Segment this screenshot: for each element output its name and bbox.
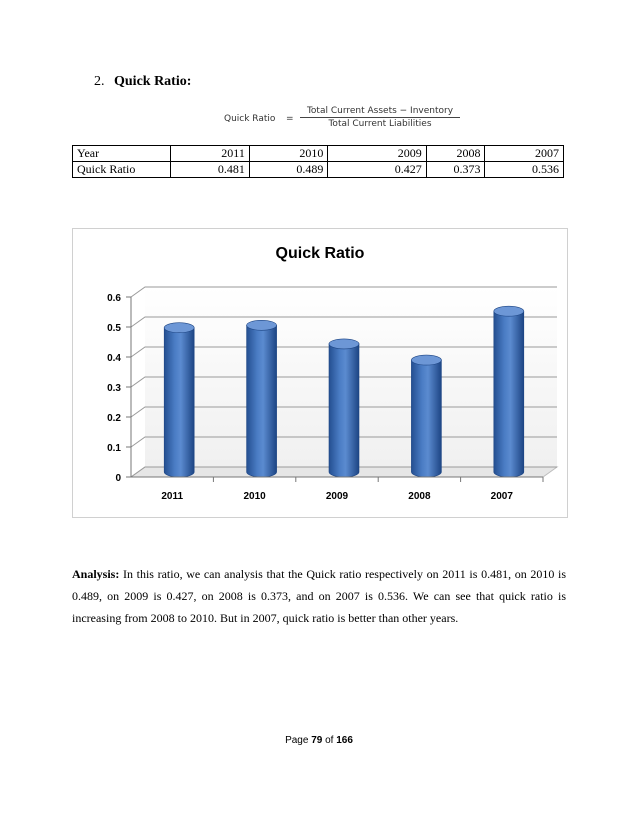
analysis-paragraph <box>72 563 566 629</box>
formula-lhs: Quick Ratio <box>224 114 276 124</box>
table-header-cell: 2011 <box>171 146 250 162</box>
section-title: Quick Ratio: <box>114 74 192 89</box>
table-cell: 0.481 <box>171 162 250 178</box>
x-tick-label: 2008 <box>408 491 431 502</box>
bar-cap <box>247 320 277 330</box>
quick-ratio-chart <box>72 228 568 518</box>
x-tick-label: 2009 <box>325 491 349 502</box>
formula-numerator: Total Current Assets − Inventory <box>300 106 460 118</box>
quick-ratio-formula <box>224 106 464 134</box>
table-cell: 0.536 <box>485 162 564 178</box>
table-header-cell: 2008 <box>426 146 485 162</box>
bar-2007 <box>494 306 524 477</box>
bar-body <box>164 328 194 477</box>
bar-2008 <box>411 355 441 477</box>
bar-body <box>329 344 359 477</box>
table-row <box>73 162 564 178</box>
analysis-lead: Analysis: <box>72 567 120 581</box>
table-cell: 0.489 <box>249 162 328 178</box>
chart-y-ticks <box>107 293 131 484</box>
y-tick-label: 0.6 <box>107 293 121 304</box>
bar-2010 <box>247 320 277 477</box>
bar-body <box>494 311 524 477</box>
footer-page-number: 79 <box>311 735 323 746</box>
x-tick-label: 2011 <box>161 491 184 502</box>
bar-body <box>247 325 277 477</box>
analysis-text: In this ratio, we can analysis that the Quick ratio respectively on 2011 is 0.481, on 2010 is 0.489, on 2009 is 0.427, on 2008 is 0.373, and on 2007 is 0.536. We can see that quick ratio is increasing from 2008 to 2010. But in 2007, quick ratio is better than other years. <box>72 567 566 625</box>
table-header-cell: Year <box>73 146 171 162</box>
chart-x-ticks <box>131 477 543 502</box>
y-tick-label: 0 <box>115 473 121 484</box>
y-tick-label: 0.2 <box>107 413 121 424</box>
bar-body <box>411 360 441 477</box>
y-tick-label: 0.4 <box>107 353 121 364</box>
x-tick-label: 2010 <box>243 491 266 502</box>
table-cell: Quick Ratio <box>73 162 171 178</box>
y-tick-label: 0.3 <box>107 383 121 394</box>
formula-denominator: Total Current Liabilities <box>328 119 432 129</box>
bar-cap <box>494 306 524 316</box>
bar-cap <box>411 355 441 365</box>
table-cell: 0.373 <box>426 162 485 178</box>
formula-equals: = <box>286 114 294 124</box>
table-cell: 0.427 <box>328 162 426 178</box>
bar-2011 <box>164 323 194 477</box>
footer-page-total: 166 <box>336 735 353 746</box>
x-tick-label: 2007 <box>490 491 513 502</box>
table-header-cell: 2010 <box>249 146 328 162</box>
footer-of: of <box>322 735 337 746</box>
chart-svg <box>73 229 567 517</box>
footer-prefix: Page <box>285 735 312 746</box>
table-header-cell: 2007 <box>485 146 564 162</box>
section-heading <box>94 74 191 90</box>
bar-cap <box>164 323 194 333</box>
section-number: 2. <box>94 74 105 89</box>
quick-ratio-table <box>72 145 564 178</box>
chart-title: Quick Ratio <box>275 245 365 262</box>
formula-fraction <box>300 106 460 129</box>
page-footer <box>0 735 638 746</box>
y-tick-label: 0.1 <box>107 443 121 454</box>
table-header-cell: 2009 <box>328 146 426 162</box>
bar-cap <box>329 339 359 349</box>
table-header-row <box>73 146 564 162</box>
y-tick-label: 0.5 <box>107 323 121 334</box>
bar-2009 <box>329 339 359 477</box>
